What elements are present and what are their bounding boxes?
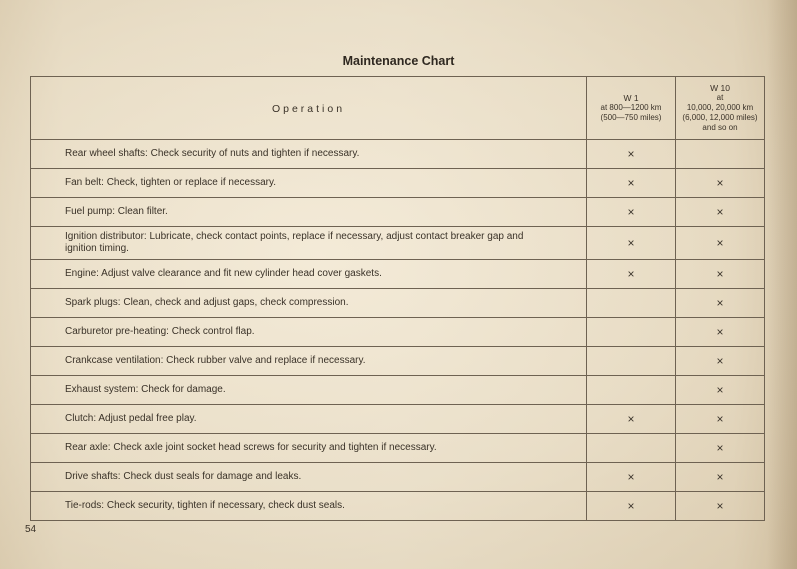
operation-cell: Exhaust system: Check for damage. bbox=[31, 376, 587, 405]
w1-header-name: W 1 bbox=[623, 93, 639, 103]
page-number: 54 bbox=[25, 524, 37, 535]
operation-cell: Spark plugs: Clean, check and adjust gaps, check compression. bbox=[31, 289, 587, 318]
operation-cell: Carburetor pre-heating: Check control flap. bbox=[31, 318, 587, 347]
operation-cell: Crankcase ventilation: Check rubber valve and replace if necessary. bbox=[31, 347, 587, 376]
w1-mark: × bbox=[587, 169, 676, 198]
w1-mark bbox=[587, 434, 676, 463]
w10-header-and-so-on: and so on bbox=[702, 123, 738, 132]
w1-mark bbox=[587, 318, 676, 347]
w1-mark: × bbox=[587, 260, 676, 289]
chart-title: Maintenance Chart bbox=[342, 54, 455, 68]
table-row bbox=[31, 463, 765, 492]
w10-mark: × bbox=[676, 318, 765, 347]
w10-mark: × bbox=[676, 463, 765, 492]
table-row bbox=[31, 260, 765, 289]
w1-mark bbox=[587, 289, 676, 318]
table-row bbox=[31, 376, 765, 405]
w10-mark: × bbox=[676, 198, 765, 227]
w10-mark: × bbox=[676, 347, 765, 376]
operation-cell: Engine: Adjust valve clearance and fit new cylinder head cover gaskets. bbox=[31, 260, 587, 289]
w10-mark: × bbox=[676, 376, 765, 405]
w10-mark: × bbox=[676, 434, 765, 463]
w10-mark: × bbox=[676, 227, 765, 260]
table-row bbox=[31, 227, 765, 260]
operation-cell: Fuel pump: Clean filter. bbox=[31, 198, 587, 227]
w10-header-name: W 10 bbox=[710, 83, 730, 93]
table-row bbox=[31, 289, 765, 318]
w1-mark: × bbox=[587, 463, 676, 492]
w1-header bbox=[587, 77, 676, 140]
operation-cell: Rear wheel shafts: Check security of nuts and tighten if necessary. bbox=[31, 140, 587, 169]
table-row bbox=[31, 198, 765, 227]
w10-header bbox=[676, 77, 765, 140]
w10-header-miles: (6,000, 12,000 miles) bbox=[682, 113, 758, 122]
w10-mark: × bbox=[676, 492, 765, 521]
table-row bbox=[31, 169, 765, 198]
table-row bbox=[31, 492, 765, 521]
table-row bbox=[31, 140, 765, 169]
w10-header-at: at bbox=[716, 93, 724, 102]
operation-cell: Tie-rods: Check security, tighten if necessary, check dust seals. bbox=[31, 492, 587, 521]
w1-mark: × bbox=[587, 140, 676, 169]
operation-header bbox=[31, 77, 587, 140]
page-binding-shadow bbox=[767, 0, 797, 569]
w10-header-km: 10,000, 20,000 km bbox=[686, 103, 754, 112]
table-row bbox=[31, 347, 765, 376]
w10-mark bbox=[676, 140, 765, 169]
w10-mark: × bbox=[676, 289, 765, 318]
operation-cell: Drive shafts: Check dust seals for damage and leaks. bbox=[31, 463, 587, 492]
operation-cell: Clutch: Adjust pedal free play. bbox=[31, 405, 587, 434]
w1-header-km: at 800—1200 km bbox=[600, 103, 662, 112]
operation-cell: Fan belt: Check, tighten or replace if necessary. bbox=[31, 169, 587, 198]
operation-header-label: Operation bbox=[271, 103, 346, 115]
table-header-row bbox=[31, 77, 765, 140]
w1-header-miles: (500—750 miles) bbox=[600, 113, 662, 122]
operation-cell: Rear axle: Check axle joint socket head screws for security and tighten if necessary. bbox=[31, 434, 587, 463]
w10-mark: × bbox=[676, 169, 765, 198]
w1-mark: × bbox=[587, 227, 676, 260]
w1-mark bbox=[587, 347, 676, 376]
operation-cell: Ignition distributor: Lubricate, check contact points, replace if necessary, adjust contact breaker gap and ignition timing. bbox=[31, 227, 587, 260]
w1-mark bbox=[587, 376, 676, 405]
maintenance-table bbox=[30, 76, 765, 521]
w1-mark: × bbox=[587, 198, 676, 227]
w10-mark: × bbox=[676, 405, 765, 434]
w1-mark: × bbox=[587, 405, 676, 434]
table-row bbox=[31, 318, 765, 347]
table-row bbox=[31, 405, 765, 434]
w1-mark: × bbox=[587, 492, 676, 521]
w10-mark: × bbox=[676, 260, 765, 289]
table-row bbox=[31, 434, 765, 463]
